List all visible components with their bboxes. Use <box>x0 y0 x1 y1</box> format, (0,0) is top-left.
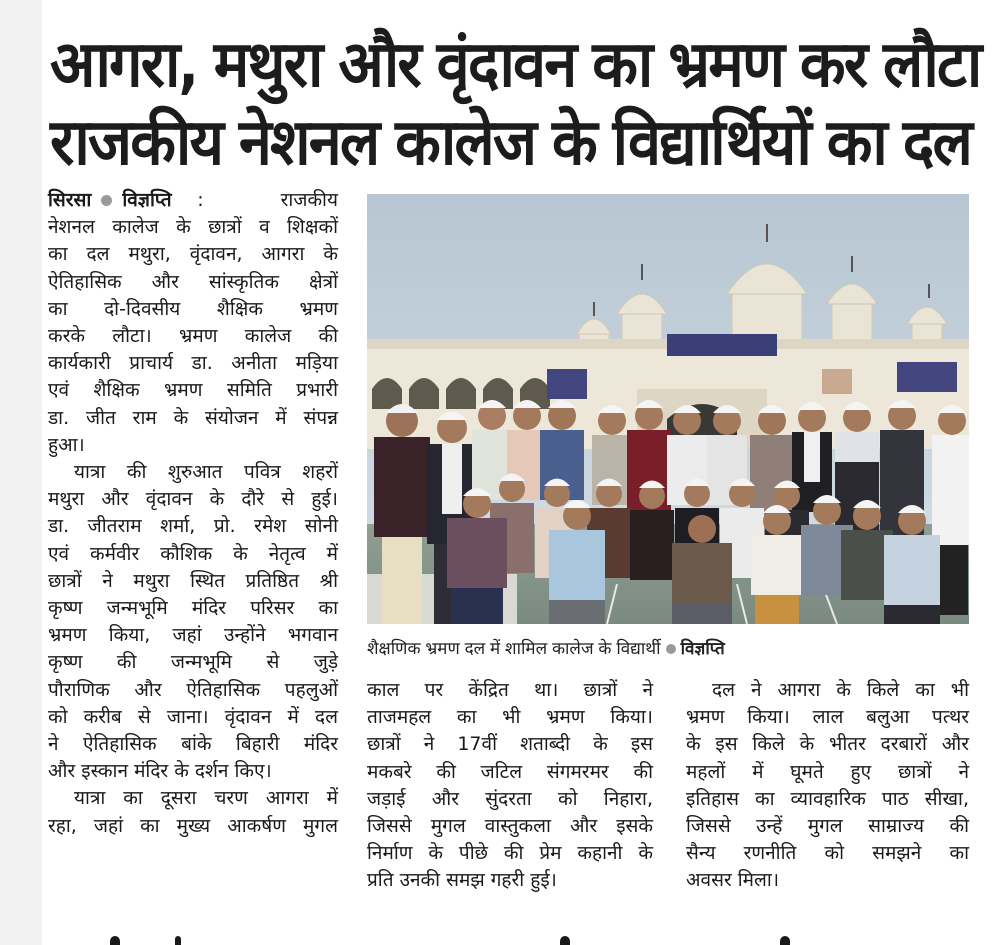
text-line: यात्रा की शुरुआत पवित्र शहरों <box>74 461 338 484</box>
text-line: भ्रमण किया, जहां उन्होंने भगवान <box>48 624 338 647</box>
text-line: एवं कर्मवीर कौशिक के नेतृत्व में <box>48 542 338 565</box>
text-line: करके लौटा। भ्रमण कालेज की <box>48 325 338 348</box>
caption-source: विज्ञप्ति <box>680 639 725 659</box>
paragraph <box>48 214 338 459</box>
text-line: मथुरा और वृंदावन के दौरे से हुई। <box>48 488 338 511</box>
text-line: राजकीय <box>280 189 338 211</box>
text-line: छात्रों ने मथुरा स्थित प्रतिष्ठित श्री <box>48 569 338 592</box>
text-line: जिससे उन्हें मुगल साम्राज्य की <box>686 815 969 838</box>
text-line: ऐतिहासिक और सांस्कृतिक क्षेत्रों <box>48 270 338 293</box>
text-line: जिससे मुगल वास्तुकला और इसके <box>367 815 653 838</box>
text-line: और इस्कान मंदिर के दर्शन किए। <box>48 760 272 783</box>
article-column-3 <box>686 677 969 895</box>
bullet-icon <box>666 644 676 654</box>
text-line: नेशनल कालेज के छात्रों व शिक्षकों <box>48 216 338 239</box>
next-article-headline-cropped <box>80 936 980 945</box>
text-line: पौराणिक और ऐतिहासिक पहलुओं <box>48 678 338 701</box>
text-line: अवसर मिला। <box>686 869 780 892</box>
text-line: भ्रमण किया। लाल बलुआ पत्थर <box>686 706 969 729</box>
text-line: यात्रा का दूसरा चरण आगरा में <box>74 787 338 810</box>
paragraph <box>686 677 969 895</box>
text-line: महलों में घूमते हुए छात्रों ने <box>686 760 969 783</box>
page-margin-strip <box>0 0 42 945</box>
text-line: सैन्य रणनीति को समझने का <box>686 842 969 865</box>
text-line: प्रति उनकी समझ गहरी हुई। <box>367 869 557 892</box>
text-line: काल पर केंद्रित था। छात्रों ने <box>367 679 653 701</box>
text-line: रहा, जहां का मुख्य आकर्षण मुगल <box>48 814 338 837</box>
text-line: इतिहास का व्यावहारिक पाठ सीखा, <box>686 787 969 810</box>
text-line: का दल मथुरा, वृंदावन, आगरा के <box>48 243 338 266</box>
text-line: हुआ। <box>48 433 85 456</box>
bullet-icon <box>101 195 112 206</box>
text-line: निर्माण के पीछे की प्रेम कहानी के <box>367 842 653 865</box>
text-line: ताजमहल का भी भ्रमण किया। <box>367 706 653 729</box>
headline-line-2: राजकीय नेशनल कालेज के विद्यार्थियों का दल <box>50 106 972 180</box>
photo-illustration <box>367 194 969 624</box>
paragraph <box>48 459 338 785</box>
text-line: दल ने आगरा के किले का भी <box>712 679 969 701</box>
text-line: का दो-दिवसीय शैक्षिक भ्रमण <box>48 297 338 320</box>
dateline-separator: : <box>197 189 204 211</box>
text-line: कृष्ण की जन्मभूमि से जुड़े <box>48 651 338 674</box>
text-line: डा. जीतराम शर्मा, प्रो. रमेश सोनी <box>48 515 338 538</box>
paragraph <box>367 677 653 895</box>
photo-caption <box>367 637 969 661</box>
caption-text: शैक्षणिक भ्रमण दल में शामिल कालेज के विद्यार्थी <box>367 639 661 659</box>
article-column-1 <box>48 187 338 840</box>
text-line: मकबरे की जटिल संगमरमर की <box>367 760 653 783</box>
article-column-2 <box>367 677 653 895</box>
text-line: एवं शैक्षिक भ्रमण समिति प्रभारी <box>48 379 338 402</box>
text-line: को करीब से जाना। वृंदावन में दल <box>48 705 338 728</box>
dateline-line <box>48 187 338 214</box>
text-line: ने ऐतिहासिक बांके बिहारी मंदिर <box>48 733 338 756</box>
paragraph <box>48 785 338 839</box>
text-line: छात्रों ने 17वीं शताब्दी के इस <box>367 733 653 756</box>
text-line: जड़ाई और सुंदरता को निहारा, <box>367 787 653 810</box>
text-line: कृष्ण जन्मभूमि मंदिर परिसर का <box>48 597 338 620</box>
headline-line-1: आगरा, मथुरा और वृंदावन का भ्रमण कर लौटा <box>50 28 981 102</box>
dateline-place: सिरसा <box>48 189 92 211</box>
dateline-source: विज्ञप्ति <box>122 189 172 211</box>
group-photo <box>367 194 969 624</box>
text-line: डा. जीत राम के संयोजन में संपन्न <box>48 406 338 429</box>
text-line: के इस किले के भीतर दरबारों और <box>686 733 969 756</box>
text-line: कार्यकारी प्राचार्य डा. अनीता मड़िया <box>48 352 338 375</box>
